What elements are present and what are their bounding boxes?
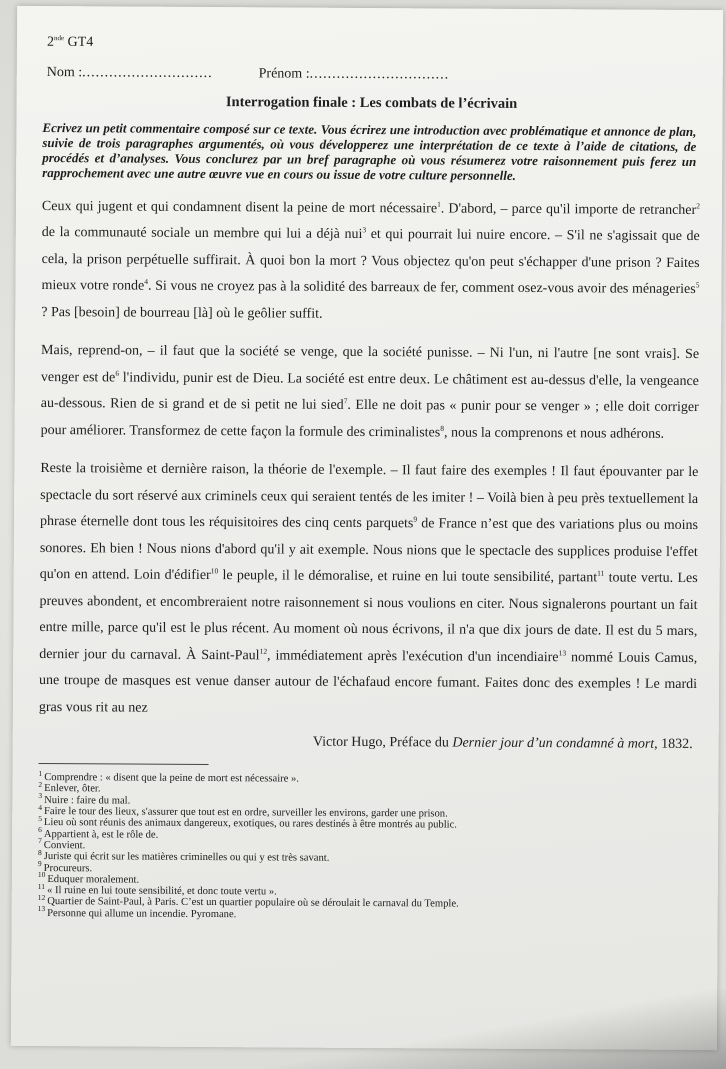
- footnotes: [37, 768, 697, 923]
- footnote: $^5$ Lieu où sont réunis des animaux dangereux, exotiques, ou rares destinés à être montrés au public.: [38, 813, 458, 831]
- prenom-blank: ...............................: [309, 66, 450, 83]
- footnote-ref: 4: [144, 277, 149, 287]
- footnote: $^3$ Nuire : faire du mal.: [38, 791, 131, 807]
- class-level: 2: [46, 34, 55, 50]
- footnote-ref: 7: [343, 396, 348, 406]
- student-identity-row: [47, 65, 701, 85]
- prenom-label: Prénom :: [258, 65, 310, 82]
- footnote-ref: 11: [597, 568, 605, 578]
- footnote-ref: 1: [437, 199, 441, 209]
- nom-label: Nom :: [46, 64, 83, 80]
- nom-field[interactable]: [47, 65, 213, 82]
- class-level-suffix: nde: [53, 34, 65, 43]
- text-paragraph-3: Reste la troisième et dernière raison, la théorie de l'exemple. – Il faut faire des exemples ! Il faut épouvanter par le spectacle du sort réservé aux criminels ceux qui seraient tentés de les imiter ! – Voilà bien à peu près textuellement la phrase éternelle dont tous les réquisitoires des cinq cents parquets$^9$ de France n’est que des variations plus ou moins sonores. Eh bien ! Nous nions d'abord qu'il y ait exemple. Nous nions que le spectacle des supplices produise l'effet qu'on en attend. Loin d'édifier$^{10}$ le peuple, il le démoralise, et ruine en lui toute sensibilité, partant$^{11}$ toute vertu. Les preuves abondent, et encombreraient notre raisonnement si nous voulions en citer. Nous signalerons pourtant un fait entre mille, parce qu'il est le plus récent. Au moment où nous écrivons, il n'a que dix jours de date. Il est du 5 mars, dernier jour du carnaval. À Saint-Paul$^{12}$, immédiatement après l'exécution d'un incendiaire$^{13}$ nommé Louis Camus, une troupe de masques est venue danser autour de l'échafaud encore fumant. Faites donc des exemples ! Le mardi gras vous rit au nez: [38, 461, 699, 716]
- text-paragraph-1: Ceux qui jugent et qui condamnent disent la peine de mort nécessaire$^1$. D'abord, – parce qu'il importe de retrancher$^2$ de la communauté sociale un membre qui lui a déjà nui$^3$ et qui pourrait lui nuire encore. – S'il ne s'agissait que de cela, la prison perpétuelle suffirait. À quoi bon la mort ? Vous objectez qu'on peut s'échapper d'une prison ? Faites mieux votre ronde$^4$. Si vous ne croyez pas à la solidité des barreaux de fer, comment osez-vous avoir des ménageries$^5$ ? Pas [besoin] de bourreau [là] où le geôlier suffit.: [41, 198, 701, 322]
- footnote: $^7$ Convient.: [38, 836, 86, 852]
- footnote: $^9$ Procureurs.: [37, 858, 93, 874]
- footnote-ref: 6: [115, 368, 120, 378]
- footnote-ref: 9: [413, 514, 418, 524]
- work-title: Dernier jour d’un condamné à mort: [452, 735, 655, 752]
- prenom-field[interactable]: [259, 66, 450, 83]
- class-label: [47, 34, 701, 55]
- footnote-divider: [39, 763, 209, 765]
- class-name: GT4: [67, 34, 94, 50]
- footnote-ref: 8: [440, 423, 445, 433]
- instructions: Ecrivez un petit commentaire composé sur ce texte. Vous écrirez une introduction avec problématique et annonce de plan, suivie de trois paragraphes argumentés, où vous développerez une interprétation de ce texte à l’aide de citations, de procédés et d’analyses. Vous conclurez par un bref paragraphe où vous résumerez votre raisonnement puis ferez un rapprochement avec une autre œuvre vue en cours ou issue de votre culture personnelle.: [42, 119, 697, 183]
- footnote: $^{11}$ « Il ruine en lui toute sensibilité, et donc toute vertu ».: [37, 881, 277, 898]
- footnote: $^{10}$ Eduquer moralement.: [37, 870, 140, 886]
- footnote-ref: 12: [259, 646, 268, 656]
- nom-blank: .............................: [82, 64, 213, 81]
- footnote-ref: 10: [210, 566, 219, 576]
- footnote-ref: 3: [362, 225, 367, 235]
- source-attribution: Victor Hugo, Préface du Dernier jour d’un condamné à mort, 1832.: [312, 734, 693, 753]
- page-title: Interrogation finale : Les combats de l’écrivain: [225, 93, 518, 112]
- exam-sheet: [11, 6, 723, 1050]
- footnote: $^2$ Enlever, ôter.: [38, 779, 101, 795]
- footnote: $^{13}$ Personne qui allume un incendie. Pyromane.: [37, 904, 237, 920]
- footnote: $^4$ Faire le tour des lieux, s'assurer que tout est en ordre, surveiller les environs, garder une prison.: [38, 802, 448, 820]
- footnote: $^8$ Juriste qui écrit sur les matières criminelles ou qui y est très savant.: [37, 847, 330, 865]
- footnote: $^{12}$ Quartier de Saint-Paul, à Paris. C’est un quartier populaire où se déroulait le carnaval du Temple.: [37, 892, 459, 910]
- footnote: $^6$ Appartient à, est le rôle de.: [38, 825, 159, 841]
- footnote-ref: 13: [558, 648, 567, 658]
- footnote: $^1$ Comprendre : « disent que la peine de mort est nécessaire ».: [38, 768, 300, 785]
- text-paragraph-2: Mais, reprend-on, – il faut que la société se venge, que la société punisse. – Ni l'un, ni l'autre [ne sont vrais]. Se venger est $de^6$ l'individu, punir est de Dieu. La société est entre deux. Le châtiment est au-dessus d'elle, la vengeance au-dessous. Rien de si grand et de si petit ne lui sied$^7$. Elle ne doit pas « punir pour se venger » ; elle doit corriger pour améliorer. Transformez de cette façon la formule des criminalistes$^8$, nous la comprenons et nous adhérons.: [40, 343, 700, 442]
- footnote-ref: 5: [695, 280, 700, 290]
- footnote-ref: 2: [696, 201, 701, 211]
